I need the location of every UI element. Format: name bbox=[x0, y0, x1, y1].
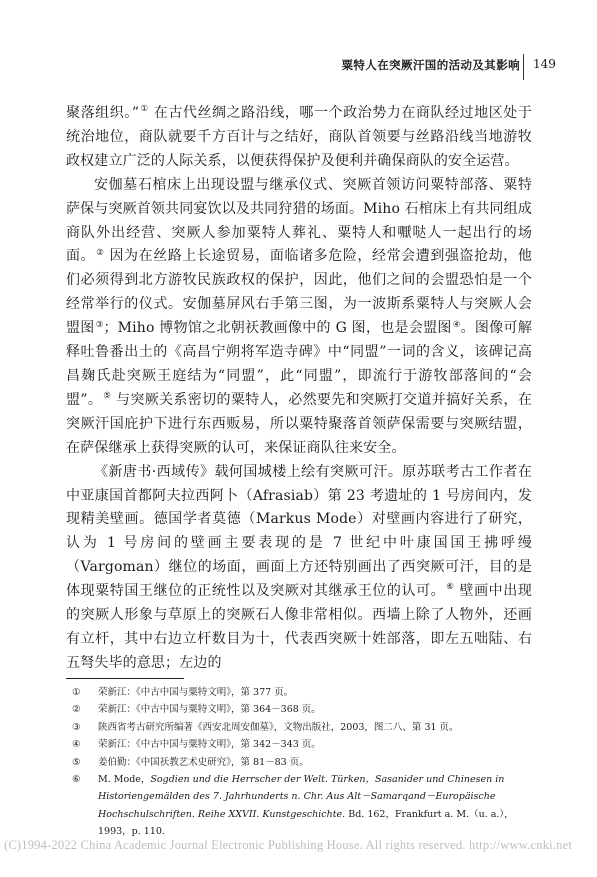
footnote-reference: ③ bbox=[95, 319, 104, 330]
footnote-text-part: 荣新江：《中古中国与粟特文明》，第 364－368 页。 bbox=[98, 704, 321, 716]
footnote-separator bbox=[66, 678, 184, 679]
footnote-marker: ⑤ bbox=[72, 756, 81, 768]
running-title: 粟特人在突厥汗国的活动及其影响 bbox=[341, 58, 520, 72]
footnote-marker: ③ bbox=[72, 721, 81, 733]
footnote-text bbox=[98, 771, 536, 841]
page-number: 149 bbox=[533, 57, 556, 71]
footnote-text-part: Bd. 162，Frankfurt a. M.（u. a.），1993，p. 110. bbox=[98, 808, 514, 838]
footnote-text-part: 陕西省考古研究所编著《西安北周安伽墓》，文物出版社，2003，图二八、第 31 页。 bbox=[98, 721, 459, 733]
footnote-reference: ⑥ bbox=[446, 582, 455, 593]
footnote-reference: ④ bbox=[452, 319, 461, 330]
paragraph-text: 聚落组织。” bbox=[66, 105, 140, 121]
footnote-text bbox=[98, 684, 536, 701]
header-divider bbox=[523, 54, 524, 80]
paragraph-text: 因为在丝路上长途贸易，面临诸多危险，经常会遭到强盗抢劫，他们必须得到北方游牧民族政权的保护，因此，他们之间的会盟恐怕是一个经常举行的仪式。安伽墓屏风右手第三图，为一波斯系粟特人与突厥人会盟图 bbox=[66, 248, 532, 337]
body-paragraph bbox=[66, 102, 532, 174]
paragraph-text: 《新唐书·西域传》载何国城楼上绘有突厥可汗。原苏联考古工作者在中亚康国首都阿夫拉西阿卜（Afrasiab）第 23 考遗址的 1 号房间内，发现精美壁画。德国学者莫德（Markus Mode）对壁画内容进行了研究，认为 1 号房间的壁画主要表现的是 7 世纪中叶康国国王拂呼缦（Vargoman）继位的场面，画面上方还特别画出了西突厥可汗，目的是体现粟特国王继位的正统性以及突厥对其继承王位的认可。 bbox=[66, 463, 532, 600]
footnote-reference: ⑤ bbox=[103, 391, 112, 402]
paragraph-text: 壁画中出现的突厥人形象与草原上的突厥石人像非常相似。西墙上除了人物外，还画有立杆，其中右边立杆数目为十，代表西突厥十姓部落，即左五咄陆、右五弩失毕的意思；左边的 bbox=[66, 583, 532, 671]
footnote-text bbox=[98, 754, 536, 771]
footnote-item bbox=[66, 736, 536, 753]
footnote-item bbox=[66, 771, 536, 841]
footnote-reference: ② bbox=[96, 247, 105, 258]
footnote-text-part: M. Mode， bbox=[98, 774, 151, 786]
running-header bbox=[0, 56, 597, 78]
body-paragraph bbox=[66, 174, 532, 461]
body-text bbox=[66, 102, 532, 676]
footnote-reference: ① bbox=[140, 104, 149, 115]
paragraph-text: 与突厥关系密切的粟特人，必然要先和突厥打交道并搞好关系，在突厥汗国庇护下进行东西贩易，所以粟特聚落首领萨保需要与突厥结盟，在萨保继承上获得突厥的认可，来保证商队往来安全。 bbox=[66, 391, 533, 456]
footnote-text bbox=[98, 736, 536, 753]
footnote-marker: ② bbox=[72, 704, 81, 716]
copyright-watermark: (C)1994-2022 China Academic Journal Electronic Publishing House. All rights reserved. http://www.cnki.net bbox=[4, 838, 573, 852]
footnote-text bbox=[98, 701, 536, 718]
footnote-text-part: 荣新江：《中古中国与粟特文明》，第 342－343 页。 bbox=[98, 739, 321, 751]
paragraph-text: ；Miho 博物馆之北朝祆教画像中的 G 图，也是会盟图 bbox=[103, 320, 452, 337]
footnote-item bbox=[66, 719, 536, 736]
footnote-item bbox=[66, 701, 536, 718]
footnote-item bbox=[66, 754, 536, 771]
body-paragraph bbox=[66, 461, 532, 676]
footnote-marker: ① bbox=[72, 687, 81, 698]
footnote-text-part: 姜伯勤：《中国祆教艺术史研究》，第 81－83 页。 bbox=[98, 756, 309, 768]
footnote-item bbox=[66, 684, 536, 701]
footnotes bbox=[66, 684, 536, 841]
paragraph-text: 在古代丝绸之路沿线，哪一个政治势力在商队经过地区处于统治地位，商队就要千方百计与之结好，商队首领要与丝路沿线当地游牧政权建立广泛的人际关系，以便获得保护及便利并确保商队的安全运营。 bbox=[66, 105, 533, 169]
paragraph-text: 安伽墓石棺床上出现设盟与继承仪式、突厥首领访问粟特部落、粟特萨保与突厥首领共同宴饮以及共同狩猎的场面。Miho 石棺床上有共同组成商队外出经营、突厥人参加粟特人葬礼、粟特人和嚈哒人一起出行的场面。 bbox=[66, 176, 532, 265]
footnote-text-part: 荣新江：《中古中国与粟特文明》，第 377 页。 bbox=[98, 687, 294, 698]
footnote-marker: ⑥ bbox=[72, 774, 81, 786]
footnote-title-italic: Sogdien und die Herrscher der Welt. Türken，Sasanider und Chinesen in Historiengemälden des 7. Jahrhunderts n. Chr. Aus Alt－Samarqand－Europäische Hochschulschriften. Reihe XXVII. Kunstgeschichte. bbox=[98, 774, 505, 820]
footnote-marker: ④ bbox=[72, 739, 81, 751]
footnote-text bbox=[98, 719, 536, 736]
paragraph-text: 。图像可解释吐鲁番出土的《高昌宁朔将军造寺碑》中“同盟”一词的含义，该碑记高昌麹氏赴突厥王庭结为“同盟”，此“同盟”，即流行于游牧部落间的“会盟”。 bbox=[66, 320, 532, 408]
